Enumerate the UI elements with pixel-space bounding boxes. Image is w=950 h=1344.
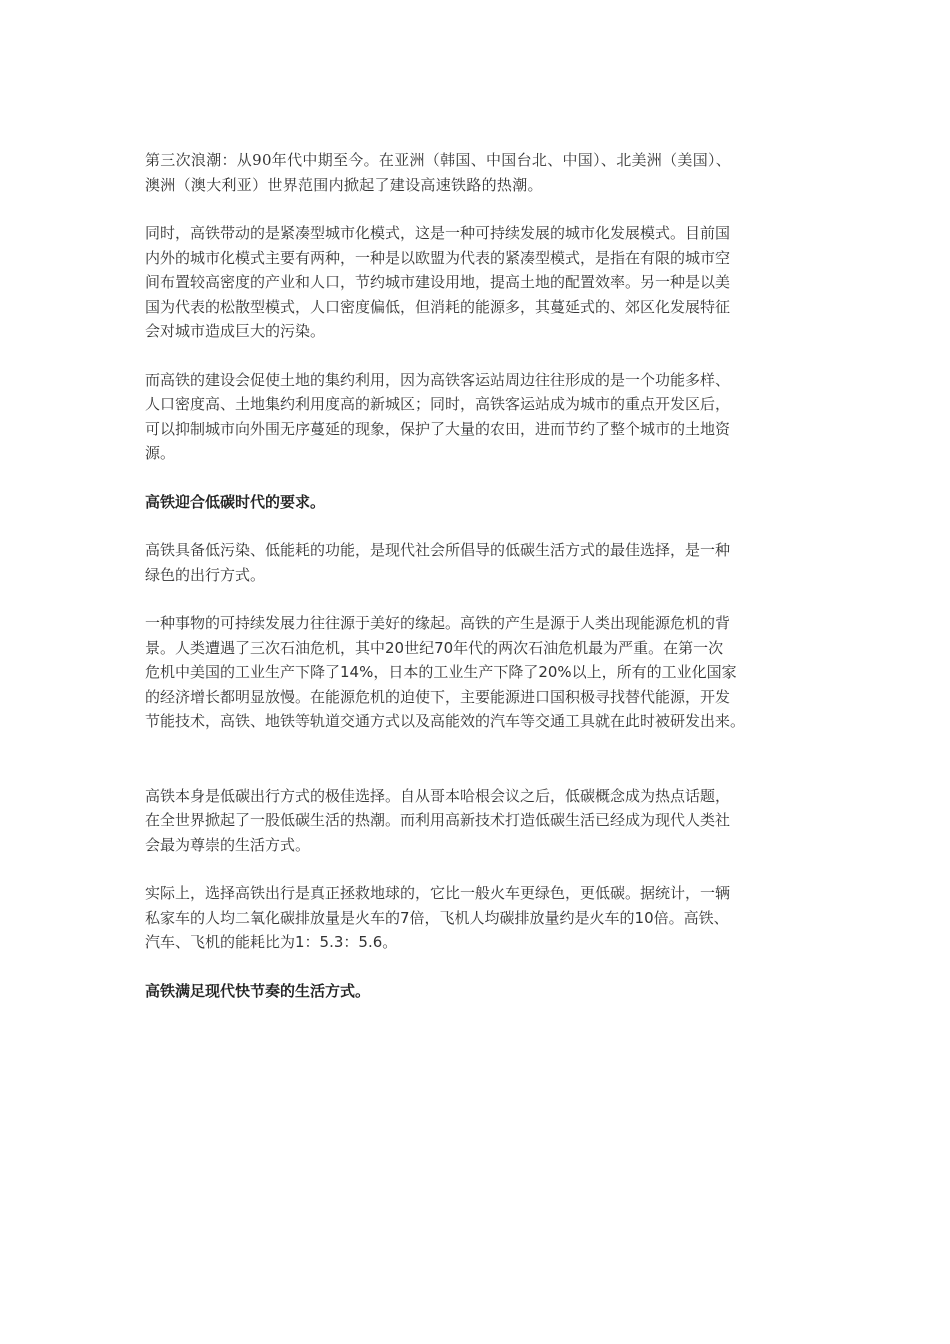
document-body	[145, 148, 805, 1003]
paragraph-third-wave: 第三次浪潮：从90年代中期至今。在亚洲（韩国、中国台北、中国）、北美洲（美国）、 澳洲（澳大利亚）世界范围内掀起了建设高速铁路的热潮。	[145, 151, 732, 194]
heading-fast-pace: 高铁满足现代快节奏的生活方式。	[145, 981, 371, 1000]
paragraph-energy-crisis: 一种事物的可持续发展力往往源于美好的缘起。高铁的产生是源于人类出现能源危机的背 景。人类遭遇了三次石油危机，其中20世纪70年代的两次石油危机最为严重。在第一次 危机中美国的工业生产下降了14%，日本的工业生产下降了20%以上，所有的工业化国家 的经济增长都明显放慢。在能源危机的迫使下，主要能源进口国积极寻找替代能源，开发 节能技术，高铁、地铁等轨道交通方式以及高能效的汽车等交通工具就在此时被研发出来。	[145, 614, 746, 730]
paragraph-low-pollution: 高铁具备低污染、低能耗的功能，是现代社会所倡导的低碳生活方式的最佳选择，是一种 绿色的出行方式。	[145, 541, 731, 584]
heading-low-carbon: 高铁迎合低碳时代的要求。	[145, 492, 326, 511]
paragraph-land-use: 而高铁的建设会促使土地的集约利用，因为高铁客运站周边往往形成的是一个功能多样、 人口密度高、土地集约利用度高的新城区；同时，高铁客运站成为城市的重点开发区后， 可以抑制城市向外围无序蔓延的现象，保护了大量的农田，进而节约了整个城市的土地资 源。	[145, 370, 731, 462]
paragraph-compact-urbanization: 同时，高铁带动的是紧凑型城市化模式，这是一种可持续发展的城市化发展模式。目前国 内外的城市化模式主要有两种，一种是以欧盟为代表的紧凑型模式，是指在有限的城市空 间布置较高密度的产业和人口，节约城市建设用地，提高土地的配置效率。另一种是以美 国为代表的松散型模式，人口密度偏低，但消耗的能源多，其蔓延式的、郊区化发展特征 会对城市造成巨大的污染。	[145, 224, 731, 340]
paragraph-emissions: 实际上，选择高铁出行是真正拯救地球的，它比一般火车更绿色，更低碳。据统计，一辆 私家车的人均二氧化碳排放量是火车的7倍，飞机人均碳排放量约是火车的10倍。高铁、 汽车、飞机的能耗比为1：5.3：5.6。	[145, 884, 731, 951]
paragraph-copenhagen: 高铁本身是低碳出行方式的极佳选择。自从哥本哈根会议之后，低碳概念成为热点话题， 在全世界掀起了一股低碳生活的热潮。而利用高新技术打造低碳生活已经成为现代人类社 会最为尊崇的生活方式。	[145, 786, 731, 854]
